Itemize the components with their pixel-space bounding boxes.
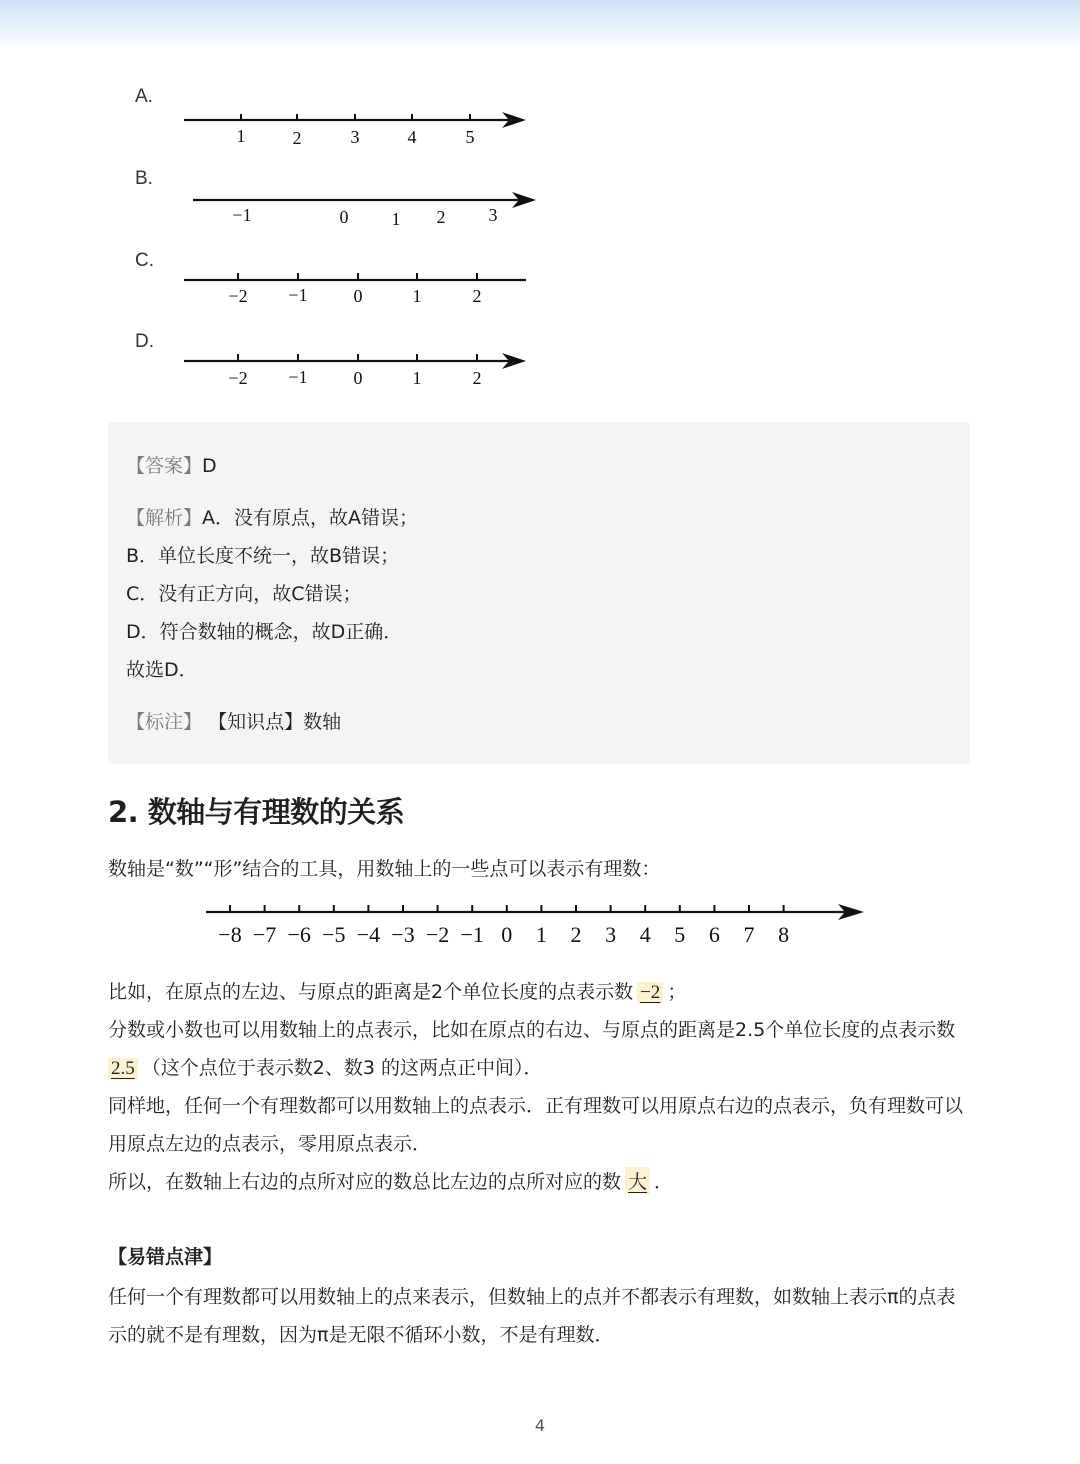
note-tag: 【标注】 [126, 711, 203, 733]
note-line [126, 707, 341, 734]
answer-tag: 【答案】 [126, 455, 203, 477]
option-c-label: C. [135, 250, 154, 271]
analysis-text: 故选D． [126, 659, 198, 681]
tick-label: 0 [501, 922, 513, 947]
tick-label: −2 [228, 368, 248, 388]
option-b-number-line [190, 188, 550, 230]
paragraph-text: 所以，在数轴上右边的点所对应的数总比左边的点所对应的数 [108, 1171, 622, 1193]
answer-line [126, 451, 217, 478]
tick-label: −2 [425, 922, 450, 947]
option-d-number-line [180, 349, 540, 391]
tick-label: −4 [356, 922, 381, 947]
tick-label: −3 [391, 922, 415, 947]
section-title: 2. 数轴与有理数的关系 [108, 795, 405, 829]
paragraph-text: ． [654, 1171, 674, 1193]
option-a-number-line [180, 108, 540, 150]
tick-label: 1 [236, 126, 246, 146]
paragraph-text: 比如，在原点的左边、与原点的距离是2个单位长度的点表示数 [108, 981, 634, 1003]
tick-label: 2 [472, 286, 482, 306]
tick-label: −1 [232, 205, 252, 225]
tick-label: 0 [353, 286, 363, 306]
tick-label: 3 [350, 127, 360, 147]
tick-label: 2 [570, 922, 582, 947]
tick-label: −6 [287, 922, 311, 947]
analysis-text: B．单位长度不统一，故B错误； [126, 545, 400, 567]
paragraph-2-cont [108, 1053, 542, 1080]
analysis-line [126, 503, 418, 530]
option-b-label: B. [135, 168, 153, 189]
tip-text-cont: 示的就不是有理数，因为π是无限不循环小数，不是有理数． [108, 1324, 614, 1346]
tick-label: 3 [605, 922, 617, 947]
tick-label: 2 [292, 128, 302, 148]
tick-label: −8 [218, 922, 242, 947]
answer-value: D [202, 455, 217, 477]
tick-label: 3 [488, 205, 498, 225]
tick-label: −7 [252, 922, 277, 947]
tick-label: 6 [708, 922, 720, 947]
tick-label: 4 [407, 127, 417, 147]
highlight-value: 大 [625, 1167, 650, 1194]
tick-label: 5 [674, 922, 686, 947]
tick-label: 2 [472, 368, 482, 388]
option-c-number-line [180, 268, 540, 310]
tick-label: 4 [639, 922, 651, 947]
analysis-text: A．没有原点，故A错误； [202, 507, 419, 529]
paragraph-3-cont: 用原点左边的点表示，零用原点表示． [108, 1133, 432, 1155]
paragraph-3: 同样地，任何一个有理数都可以用数轴上的点表示．正有理数可以用原点右边的点表示，负有理数可以 [108, 1095, 964, 1117]
note-value: 【知识点】数轴 [208, 711, 342, 733]
paragraph-4 [108, 1167, 673, 1194]
tick-label: 8 [778, 922, 790, 947]
paragraph-2: 分数或小数也可以用数轴上的点表示，比如在原点的右边、与原点的距离是2.5个单位长度的点表示数 [108, 1019, 956, 1041]
tick-label: 1 [535, 922, 547, 947]
analysis-text: D．符合数轴的概念，故D正确． [126, 621, 403, 643]
tip-text: 任何一个有理数都可以用数轴上的点来表示，但数轴上的点并不都表示有理数，如数轴上表示π的点表 [108, 1286, 956, 1308]
analysis-text: C．没有正方向，故C错误； [126, 583, 362, 605]
tick-label: 1 [391, 209, 401, 229]
tick-label: 0 [353, 368, 363, 388]
tick-label: −1 [288, 367, 308, 387]
tick-label: −1 [460, 922, 484, 947]
header-band [0, 0, 1080, 50]
tick-label: 7 [743, 922, 755, 947]
main-number-line [200, 898, 880, 950]
highlight-value: −2 [637, 982, 663, 1004]
paragraph-text: ； [667, 981, 687, 1003]
tick-label: 5 [465, 127, 475, 147]
tick-label: 0 [339, 207, 349, 227]
paragraph-1 [108, 977, 686, 1004]
page-number: 4 [534, 1416, 546, 1435]
option-d-label: D. [135, 331, 154, 352]
tick-label: 1 [412, 286, 422, 306]
tick-label: 1 [412, 368, 422, 388]
tick-label: −1 [288, 285, 308, 305]
option-a-label: A. [135, 86, 153, 107]
tick-label: 2 [436, 207, 446, 227]
analysis-tag: 【解析】 [126, 507, 203, 529]
paragraph-text: （这个点位于表示数2、数3 的这两点正中间）． [141, 1057, 543, 1079]
tip-title: 【易错点津】 [108, 1246, 223, 1268]
highlight-value: 2.5 [108, 1058, 138, 1080]
intro-text: 数轴是“数”“形”结合的工具，用数轴上的一些点可以表示有理数： [108, 858, 661, 880]
tick-label: −5 [322, 922, 346, 947]
tick-label: −2 [228, 286, 248, 306]
